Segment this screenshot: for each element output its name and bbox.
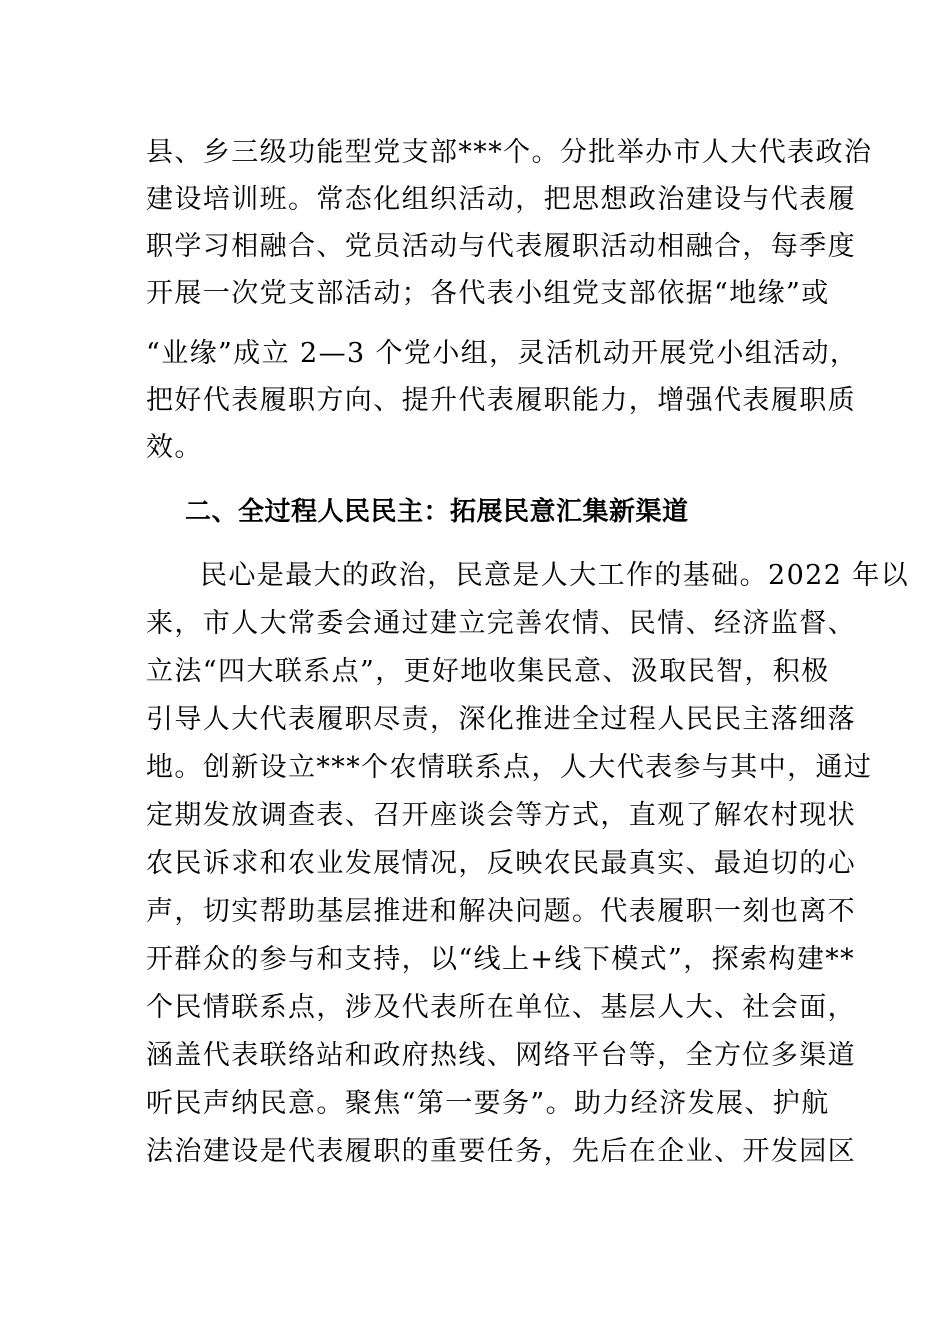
paragraph2-line-4: 引导人大代表履职尽责，深化推进全过程人民民主落细落 (146, 704, 856, 735)
section-heading: 二、全过程人民民主：拓展民意汇集新渠道 (185, 497, 689, 527)
paragraph1-line-4: 开展一次党支部活动；各代表小组党支部依据“地缘”或 (146, 278, 830, 309)
paragraph1-line-6: 把好代表履职方向、提升代表履职能力，增强代表履职质 (146, 385, 856, 416)
paragraph2-line-8: 声，切实帮助基层推进和解决问题。代表履职一刻也离不 (146, 896, 856, 927)
paragraph2-line-3: 立法“四大联系点”，更好地收集民意、汲取民智，积极 (146, 656, 830, 687)
paragraph2-line-13: 法治建设是代表履职的重要任务，先后在企业、开发园区 (146, 1136, 856, 1167)
paragraph2-line-2: 来，市人大常委会通过建立完善农情、民情、经济监督、 (146, 608, 856, 639)
paragraph1-line-3: 职学习相融合、党员活动与代表履职活动相融合，每季度 (146, 231, 856, 262)
paragraph2-line-6: 定期发放调查表、召开座谈会等方式，直观了解农村现状 (146, 800, 856, 831)
paragraph1-line-7: 效。 (146, 432, 203, 463)
paragraph2-line-9: 开群众的参与和支持，以“线上+线下模式”，探索构建** (146, 944, 856, 975)
paragraph2-line-10: 个民情联系点，涉及代表所在单位、基层人大、社会面， (146, 992, 856, 1023)
paragraph1-line-1: 县、乡三级功能型党支部***个。分批举办市人大代表政治 (146, 137, 873, 168)
paragraph1-line-5: “业缘”成立 2—3 个党小组，灵活机动开展党小组活动， (146, 338, 859, 369)
paragraph2-line-1: 民心是最大的政治，民意是人大工作的基础。2022 年以 (200, 560, 910, 591)
paragraph2-line-5: 地。创新设立***个农情联系点，人大代表参与其中，通过 (146, 752, 873, 783)
paragraph2-line-12: 听民声纳民意。聚焦“第一要务”。助力经济发展、护航 (146, 1088, 830, 1119)
paragraph2-line-7: 农民诉求和农业发展情况，反映农民最真实、最迫切的心 (146, 848, 856, 879)
paragraph1-line-2: 建设培训班。常态化组织活动，把思想政治建设与代表履 (146, 184, 856, 215)
paragraph2-line-11: 涵盖代表联络站和政府热线、网络平台等，全方位多渠道 (146, 1040, 856, 1071)
